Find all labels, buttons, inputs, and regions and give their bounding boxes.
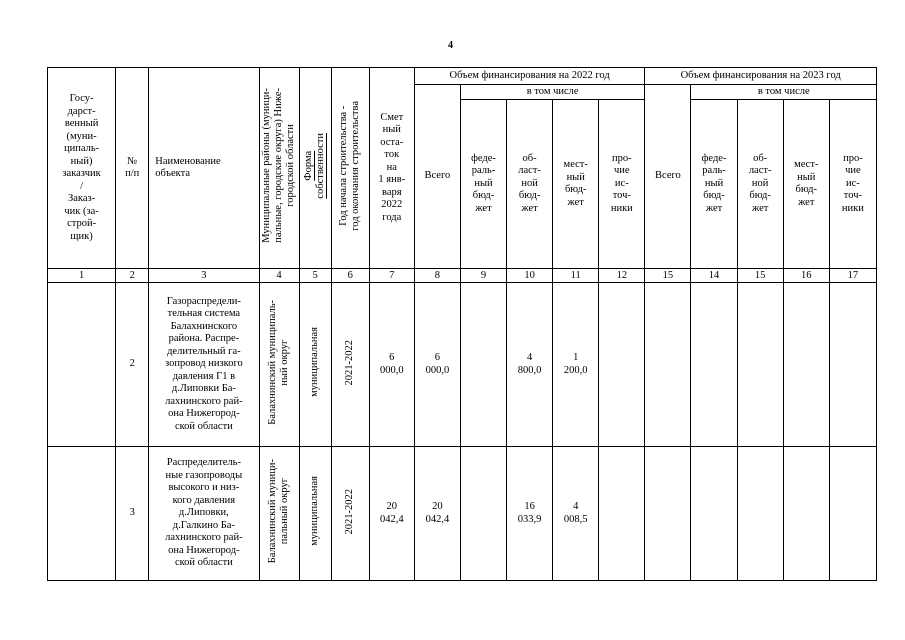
header-other-2022: про- чие ис- точ- ники: [599, 100, 645, 269]
cell-object-name: Распределитель- ные газопроводы высокого и низ- кого давления д.Липовки, д.Галкино Ба- лахнинского рай- она Нижегород- ской области: [149, 447, 259, 581]
cell-other-2022: [599, 447, 645, 581]
header-fin-2023: Объем финансирования на 2023 год: [645, 68, 877, 85]
header-including-2022: в том числе: [460, 85, 644, 100]
header-object-name: Наименование объекта: [149, 68, 259, 269]
cell-years-text: 2021-2022: [344, 339, 356, 385]
header-ownership: [299, 68, 331, 269]
header-including-2023: в том числе: [691, 85, 877, 100]
column-number: 5: [299, 269, 331, 283]
cell-total-2023: [645, 447, 691, 581]
column-number: 6: [331, 269, 369, 283]
cell-years: [331, 447, 369, 581]
header-no: № п/п: [116, 68, 149, 269]
column-numbers-row: [48, 269, 877, 283]
header-districts: [259, 68, 299, 269]
header-customer: Госу- дарст- венный (муни- ципаль- ный) заказчик / Заказ- чик (за- строй- щик): [48, 68, 116, 269]
cell-other-2022: [599, 283, 645, 447]
column-number: 15: [737, 269, 783, 283]
cell-customer: [48, 447, 116, 581]
cell-other-2023: [829, 283, 876, 447]
cell-total-2023: [645, 283, 691, 447]
cell-regional-2022: 4 800,0: [507, 283, 553, 447]
cell-total-2022: 6 000,0: [414, 283, 460, 447]
column-number: 12: [599, 269, 645, 283]
cell-federal-2022: [460, 283, 506, 447]
cell-no: 3: [116, 447, 149, 581]
header-local-2023: мест- ный бюд- жет: [783, 100, 829, 269]
header-ownership-text: Форма собственности: [303, 132, 327, 199]
cell-local-2022: 4 008,5: [553, 447, 599, 581]
column-number: 8: [414, 269, 460, 283]
cell-federal-2023: [691, 283, 737, 447]
cell-federal-2022: [460, 447, 506, 581]
column-number: 1: [48, 269, 116, 283]
column-number: 7: [369, 269, 414, 283]
cell-district-text: Балахнинский муници- пальный округ: [267, 459, 291, 564]
table-row: [48, 283, 877, 447]
cell-no: 2: [116, 283, 149, 447]
page-number: 4: [448, 40, 453, 51]
cell-ownership: [299, 283, 331, 447]
header-total-2023: Всего: [645, 85, 691, 269]
cell-regional-2023: [737, 283, 783, 447]
column-number: 10: [507, 269, 553, 283]
cell-years: [331, 283, 369, 447]
header-districts-text: Муниципальные районы (муници- пальные, городские округа) Ниже- городской области: [261, 88, 297, 244]
header-regional-2023: об- ласт- ной бюд- жет: [737, 100, 783, 269]
column-number: 9: [460, 269, 506, 283]
column-number: 3: [149, 269, 259, 283]
cell-regional-2023: [737, 447, 783, 581]
header-federal-2023: феде- раль- ный бюд- жет: [691, 100, 737, 269]
column-number: 17: [829, 269, 876, 283]
column-number: 2: [116, 269, 149, 283]
header-regional-2022: об- ласт- ной бюд- жет: [507, 100, 553, 269]
column-number: 11: [553, 269, 599, 283]
cell-district-text: Балахнинский муниципаль- ный округ: [267, 299, 291, 425]
cell-local-2023: [783, 447, 829, 581]
cell-object-name: Газораспредели- тельная система Балахнинского района. Распре- делительный га- зопровод низкого давления Г1 в д.Липовки Ба- лахнинского рай- она Нижегород- ской области: [149, 283, 259, 447]
financing-table: [47, 67, 877, 581]
cell-customer: [48, 283, 116, 447]
cell-years-text: 2021-2022: [344, 488, 356, 534]
cell-district: [259, 283, 299, 447]
cell-ownership: [299, 447, 331, 581]
header-federal-2022: феде- раль- ный бюд- жет: [460, 100, 506, 269]
cell-local-2022: 1 200,0: [553, 283, 599, 447]
cell-remainder: 20 042,4: [369, 447, 414, 581]
header-years-text: Год начала строительства - год окончания строительства: [338, 100, 362, 231]
cell-ownership-text: муниципальная: [309, 476, 321, 547]
cell-district: [259, 447, 299, 581]
cell-regional-2022: 16 033,9: [507, 447, 553, 581]
column-number: 14: [691, 269, 737, 283]
table-row: [48, 447, 877, 581]
header-other-2023: про- чие ис- точ- ники: [829, 100, 876, 269]
cell-total-2022: 20 042,4: [414, 447, 460, 581]
header-total-2022: Всего: [414, 85, 460, 269]
column-number: 16: [783, 269, 829, 283]
header-local-2022: мест- ный бюд- жет: [553, 100, 599, 269]
cell-ownership-text: муниципальная: [309, 327, 321, 398]
column-number: 15: [645, 269, 691, 283]
column-number: 4: [259, 269, 299, 283]
header-years: [331, 68, 369, 269]
header-fin-2022: Объем финансирования на 2022 год: [414, 68, 645, 85]
cell-federal-2023: [691, 447, 737, 581]
cell-remainder: 6 000,0: [369, 283, 414, 447]
header-remainder: Смет ный оста- ток на 1 янв- варя 2022 года: [369, 68, 414, 269]
cell-local-2023: [783, 283, 829, 447]
cell-other-2023: [829, 447, 876, 581]
